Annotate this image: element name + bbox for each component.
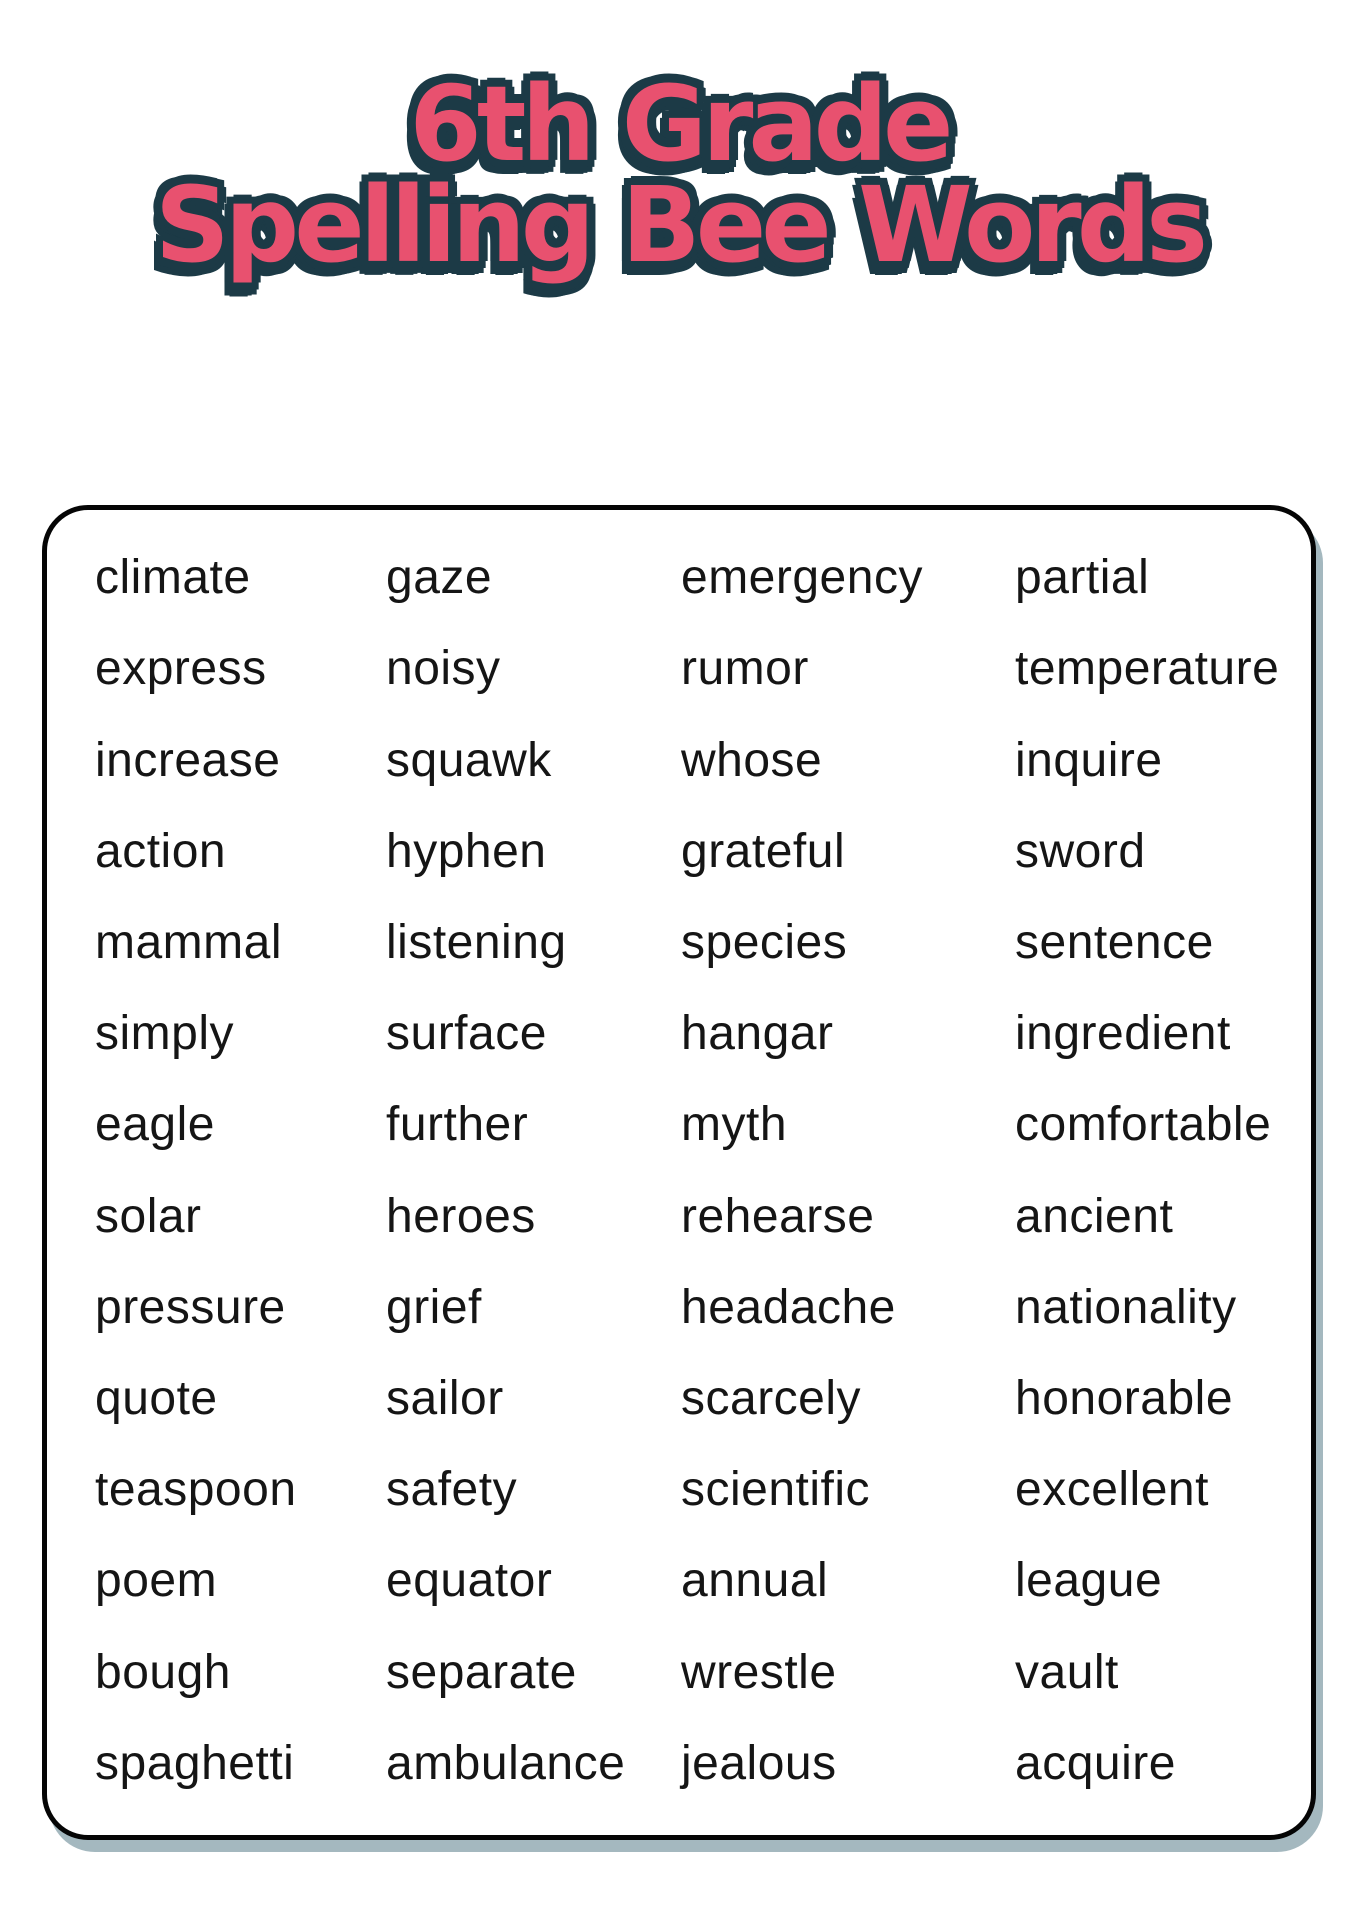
page-title-line-1: 6th Grade bbox=[409, 63, 949, 185]
page-title-line-2: Spelling Bee Words bbox=[154, 163, 1204, 286]
word-item: wrestle bbox=[681, 1645, 837, 1699]
word-item: league bbox=[1015, 1554, 1163, 1608]
word-item: eagle bbox=[95, 1098, 215, 1152]
word-item: jealous bbox=[681, 1736, 837, 1790]
word-item: quote bbox=[95, 1372, 218, 1426]
word-item: comfortable bbox=[1015, 1098, 1272, 1152]
word-item: grief bbox=[386, 1280, 482, 1334]
word-item: honorable bbox=[1015, 1372, 1234, 1426]
word-item: increase bbox=[95, 733, 281, 787]
word-item: ingredient bbox=[1015, 1007, 1231, 1061]
word-grid bbox=[47, 510, 1311, 1835]
word-item: partial bbox=[1015, 551, 1150, 605]
word-item: action bbox=[95, 824, 227, 878]
word-item: bough bbox=[95, 1645, 231, 1699]
word-item: mammal bbox=[95, 915, 283, 969]
page-title bbox=[0, 63, 1358, 286]
word-item: surface bbox=[386, 1007, 547, 1061]
word-item: emergency bbox=[681, 551, 923, 605]
word-item: gaze bbox=[386, 551, 493, 605]
word-item: species bbox=[681, 915, 848, 969]
word-item: ancient bbox=[1015, 1189, 1174, 1243]
word-item: equator bbox=[386, 1554, 553, 1608]
word-item: express bbox=[95, 642, 267, 696]
word-item: rehearse bbox=[681, 1189, 875, 1243]
word-item: hyphen bbox=[386, 824, 547, 878]
word-item: simply bbox=[95, 1007, 235, 1061]
word-item: listening bbox=[386, 915, 567, 969]
word-item: solar bbox=[95, 1189, 202, 1243]
word-item: acquire bbox=[1015, 1736, 1176, 1790]
word-item: scarcely bbox=[681, 1372, 862, 1426]
word-item: temperature bbox=[1015, 642, 1280, 696]
word-item: annual bbox=[681, 1554, 829, 1608]
word-item: further bbox=[386, 1098, 529, 1152]
word-item: teaspoon bbox=[95, 1463, 297, 1517]
word-list-card bbox=[42, 505, 1316, 1840]
word-item: sword bbox=[1015, 824, 1146, 878]
word-item: poem bbox=[95, 1554, 218, 1608]
word-item: pressure bbox=[95, 1280, 286, 1334]
word-item: inquire bbox=[1015, 733, 1163, 787]
word-item: myth bbox=[681, 1098, 788, 1152]
word-item: nationality bbox=[1015, 1280, 1237, 1334]
word-item: noisy bbox=[386, 642, 501, 696]
word-item: scientific bbox=[681, 1463, 871, 1517]
word-item: sailor bbox=[386, 1372, 504, 1426]
word-item: squawk bbox=[386, 733, 552, 787]
word-item: safety bbox=[386, 1463, 518, 1517]
word-item: whose bbox=[681, 733, 823, 787]
word-item: grateful bbox=[681, 824, 846, 878]
word-item: headache bbox=[681, 1280, 896, 1334]
word-item: rumor bbox=[681, 642, 809, 696]
word-item: climate bbox=[95, 551, 251, 605]
word-item: vault bbox=[1015, 1645, 1119, 1699]
word-item: excellent bbox=[1015, 1463, 1209, 1517]
word-item: hangar bbox=[681, 1007, 834, 1061]
word-item: separate bbox=[386, 1645, 577, 1699]
word-item: spaghetti bbox=[95, 1736, 295, 1790]
word-item: ambulance bbox=[386, 1736, 626, 1790]
word-item: sentence bbox=[1015, 915, 1214, 969]
word-item: heroes bbox=[386, 1189, 536, 1243]
